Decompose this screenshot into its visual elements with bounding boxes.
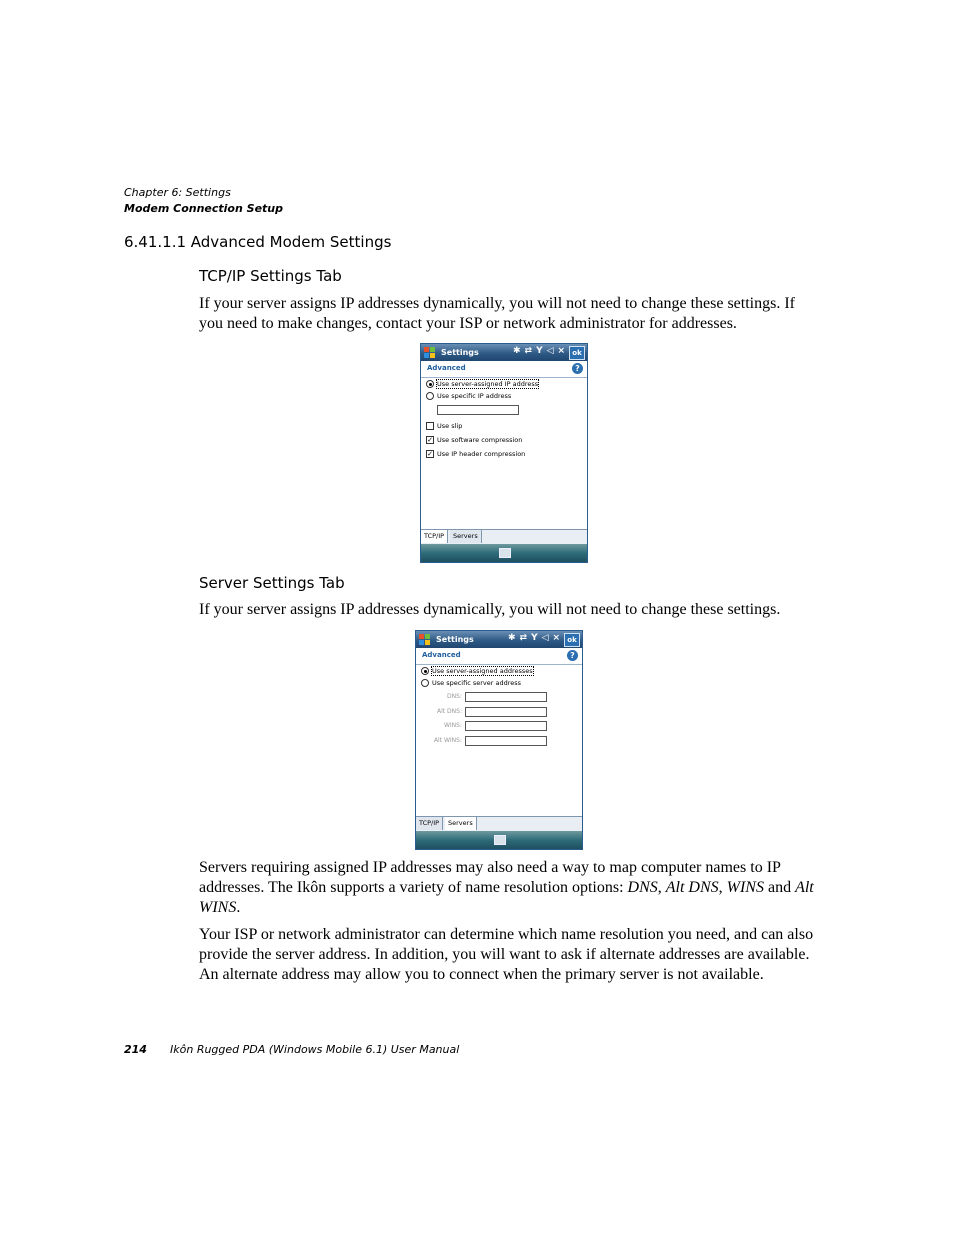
tab-tcpip[interactable]: TCP/IP: [421, 530, 448, 543]
volume-icon: ◁×: [541, 633, 565, 643]
alt-dns-label: Alt DNS:: [437, 708, 462, 715]
paragraph-text: Servers requiring assigned IP addresses may also need a way to map computer names to IP addresses. The Ikôn supports a variety of name resolution options:: [199, 859, 781, 896]
alt-dns-input[interactable]: [465, 707, 547, 717]
dns-label: DNS:: [447, 693, 462, 700]
tab-tcpip[interactable]: TCP/IP: [416, 817, 443, 830]
windows-start-icon[interactable]: [419, 634, 430, 645]
alt-wins-input[interactable]: [465, 736, 547, 746]
help-icon[interactable]: ?: [567, 650, 578, 661]
radio-label: Use server-assigned addresses: [432, 667, 533, 675]
status-icons: [508, 633, 564, 643]
status-icons: [513, 346, 569, 356]
ok-button[interactable]: ok: [564, 633, 580, 647]
tab-strip: [416, 816, 582, 831]
radio-specific-server[interactable]: [421, 678, 521, 689]
signal-icon: Y: [531, 633, 542, 643]
chapter-header: Chapter 6: Settings: [124, 186, 231, 199]
title-bar: [416, 631, 582, 648]
subheader-title: Advanced: [422, 651, 461, 659]
subheader-title: Advanced: [427, 364, 466, 372]
ok-button[interactable]: ok: [569, 346, 585, 360]
radio-specific-ip[interactable]: [426, 391, 511, 402]
period: .: [236, 899, 241, 916]
title-bar: [421, 344, 587, 361]
volume-icon: ◁×: [546, 346, 570, 356]
radio-server-assigned[interactable]: [426, 379, 538, 390]
tab-servers[interactable]: Servers: [445, 817, 477, 830]
option-alt-wins: Alt WINS: [199, 879, 814, 916]
isp-paragraph: Your ISP or network administrator can determine which name resolution you need, and can also provide the server address. In addition, you will want to ask if alternate addresses are available. An alternate address may allow you to connect when the primary server is not available.: [199, 926, 814, 983]
tcpip-paragraph: If your server assigns IP addresses dynamically, you will not need to change these settings. If you need to make changes, contact your ISP or network administrator for addresses.: [199, 295, 795, 332]
checkbox-icon: [426, 422, 434, 430]
sub-header: [416, 648, 582, 665]
checkbox-slip[interactable]: [426, 421, 462, 432]
menu-bar: [421, 544, 587, 562]
bluetooth-icon: ✱: [508, 633, 520, 643]
signal-icon: Y: [536, 346, 547, 356]
window-title: Settings: [436, 635, 474, 644]
separator: ,: [657, 879, 666, 896]
checkbox-label: Use slip: [437, 422, 463, 430]
name-resolution-paragraph: [199, 858, 819, 918]
radio-selected-icon: [426, 380, 434, 388]
radio-selected-icon: [421, 667, 429, 675]
tab-strip: [421, 529, 587, 544]
sync-icon: ⇄: [519, 633, 532, 643]
option-alt-dns: Alt DNS: [665, 879, 719, 896]
section-heading: 6.41.1.1 Advanced Modem Settings: [124, 233, 392, 251]
radio-label: Use server-assigned IP address: [437, 380, 539, 388]
checkbox-software-compression[interactable]: [426, 435, 522, 446]
radio-label: Use specific server address: [432, 679, 522, 687]
servers-screenshot: [415, 630, 583, 850]
radio-icon: [426, 392, 434, 400]
keyboard-icon[interactable]: [494, 835, 506, 845]
menu-bar: [416, 831, 582, 849]
alt-wins-label: Alt WINS:: [433, 737, 462, 744]
servers-heading: Server Settings Tab: [199, 574, 345, 592]
tab-servers[interactable]: Servers: [450, 530, 482, 543]
servers-paragraph: If your server assigns IP addresses dynamically, you will not need to change these settings.: [199, 601, 781, 618]
option-wins: WINS: [726, 879, 764, 896]
sync-icon: ⇄: [524, 346, 537, 356]
ip-address-input[interactable]: [437, 405, 519, 415]
tcpip-heading: TCP/IP Settings Tab: [199, 267, 342, 285]
checkmark-icon: ✓: [427, 450, 433, 458]
section-header: Modem Connection Setup: [124, 202, 283, 215]
checkbox-header-compression[interactable]: [426, 449, 525, 460]
wins-label: WINS:: [443, 722, 462, 729]
window-title: Settings: [441, 348, 479, 357]
wins-input[interactable]: [465, 721, 547, 731]
sub-header: [421, 361, 587, 378]
radio-label: Use specific IP address: [437, 392, 512, 400]
separator: ,: [718, 879, 727, 896]
checkbox-label: Use IP header compression: [437, 450, 526, 458]
checkbox-label: Use software compression: [437, 436, 523, 444]
bluetooth-icon: ✱: [513, 346, 525, 356]
manual-title: Ikôn Rugged PDA (Windows Mobile 6.1) User Manual: [170, 1043, 460, 1056]
page-number: 214: [124, 1043, 147, 1056]
keyboard-icon[interactable]: [499, 548, 511, 558]
tcpip-screenshot: [420, 343, 588, 563]
conjunction: and: [763, 879, 796, 896]
radio-icon: [421, 679, 429, 687]
radio-server-assigned[interactable]: [421, 666, 533, 677]
checkmark-icon: ✓: [427, 436, 433, 444]
help-icon[interactable]: ?: [572, 363, 583, 374]
dns-input[interactable]: [465, 692, 547, 702]
windows-start-icon[interactable]: [424, 347, 435, 358]
option-dns: DNS: [627, 879, 658, 896]
